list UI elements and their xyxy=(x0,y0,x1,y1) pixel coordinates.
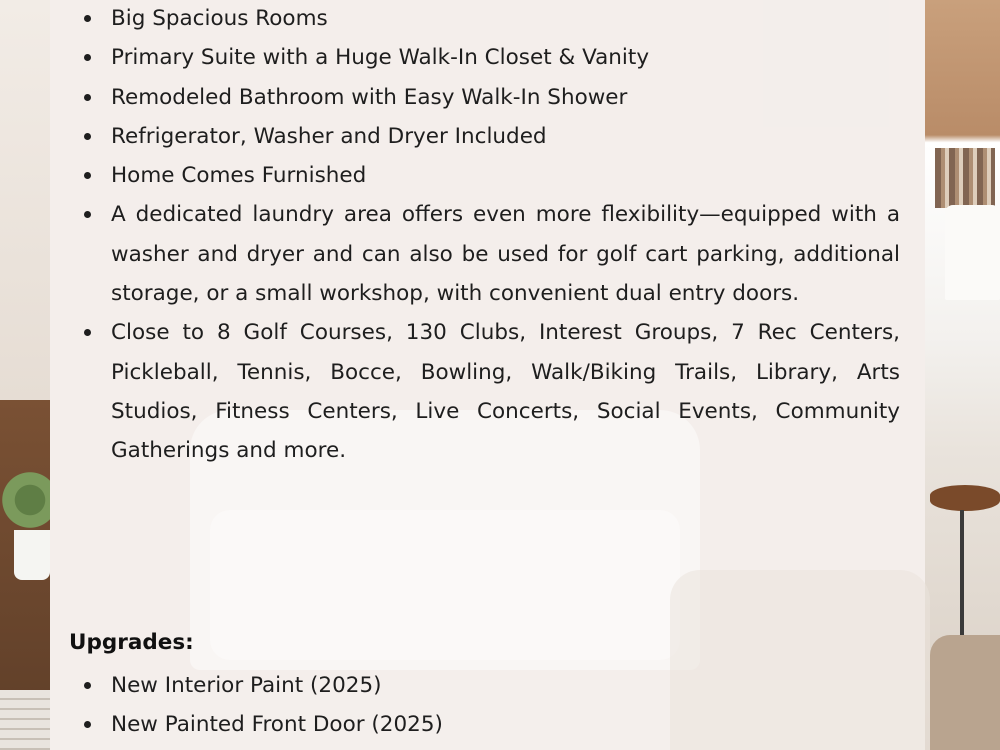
list-item: New Painted Front Door (2025) xyxy=(69,705,900,744)
list-item: Big Spacious Rooms xyxy=(69,0,900,38)
list-item: Close to 8 Golf Courses, 130 Clubs, Interest Groups, 7 Rec Centers, Pickleball, Tennis, Bocce, Bowling, Walk/Biking Trails, Library, Arts Studios, Fitness Centers, Live Concerts, Social Events, Community Gatherings and more. xyxy=(69,313,900,470)
features-list xyxy=(69,0,900,471)
upgrades-list xyxy=(69,666,900,745)
side-table-leg xyxy=(960,510,964,640)
list-item: New Interior Paint (2025) xyxy=(69,666,900,705)
plant-pot xyxy=(14,530,50,580)
couch-seat-silhouette xyxy=(210,510,680,660)
list-item: A dedicated laundry area offers even more flexibility—equipped with a washer and dryer and can also be used for golf cart parking, additional storage, or a small workshop, with convenient dual entry doors. xyxy=(69,195,900,313)
lamp-shade xyxy=(945,205,1000,300)
list-item: Refrigerator, Washer and Dryer Included xyxy=(69,117,900,156)
books-stack xyxy=(0,690,50,750)
list-item: Home Comes Furnished xyxy=(69,156,900,195)
plant-icon xyxy=(0,460,50,540)
upgrades-heading: Upgrades: xyxy=(69,630,194,655)
background-wall-left xyxy=(0,0,50,400)
bookshelf xyxy=(935,148,995,208)
list-item: Remodeled Bathroom with Easy Walk-In Shower xyxy=(69,78,900,117)
list-item: Primary Suite with a Huge Walk-In Closet & Vanity xyxy=(69,38,900,77)
armchair-right xyxy=(930,635,1000,750)
side-table xyxy=(930,485,1000,511)
